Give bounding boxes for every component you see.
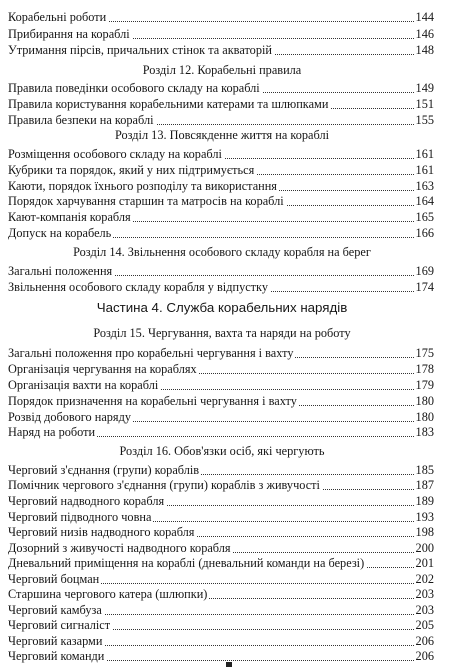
toc-entry-title: Розвід добового наряду xyxy=(8,410,131,424)
toc-entry-page: 198 xyxy=(415,525,434,539)
toc-entry-page: 175 xyxy=(415,346,434,360)
toc-entry-title: Черговий камбуза xyxy=(8,603,102,617)
toc-entry xyxy=(8,225,434,241)
toc-entry-page: 155 xyxy=(415,113,434,127)
toc-entry-title: Черговий боцман xyxy=(8,572,100,586)
section-heading: Розділ 12. Корабельні правила xyxy=(142,63,302,77)
toc-entry-title: Старшина чергового катера (шлюпки) xyxy=(8,587,208,601)
toc-entry-page: 151 xyxy=(415,97,434,111)
toc-entry xyxy=(8,571,434,587)
toc-entry-title: Черговий підводного човна xyxy=(8,510,152,524)
toc-entry-page: 165 xyxy=(415,210,434,224)
toc-entry-page: 149 xyxy=(415,81,434,95)
toc-entry xyxy=(8,424,434,440)
toc-entry xyxy=(8,345,434,361)
toc-entry-title: Загальні положення xyxy=(8,264,113,278)
toc-entry xyxy=(8,462,434,478)
toc-entry-page: 202 xyxy=(415,572,434,586)
toc-entry-title: Порядок харчування старшин та матросів на кораблі xyxy=(8,194,284,208)
toc-entry-page: 169 xyxy=(415,264,434,278)
toc-entry-page: 174 xyxy=(415,280,434,294)
toc-entry-title: Організація вахти на кораблі xyxy=(8,378,159,392)
toc-entry-title: Черговий з'єднання (групи) кораблів xyxy=(8,463,200,477)
toc-entry xyxy=(8,178,434,194)
toc-entry xyxy=(8,361,434,377)
section-heading: Розділ 16. Обов'язки осіб, які чергують xyxy=(119,444,325,458)
toc-entry xyxy=(8,193,434,209)
toc-entry xyxy=(8,80,434,96)
toc-entry xyxy=(8,540,434,556)
toc-entry xyxy=(8,509,434,525)
toc-entry-page: 193 xyxy=(415,510,434,524)
toc-entry-page: 180 xyxy=(415,410,434,424)
toc-entry xyxy=(8,524,434,540)
toc-entry xyxy=(8,162,434,178)
toc-entry-page: 183 xyxy=(415,425,434,439)
toc-entry-title: Допуск на корабель xyxy=(8,226,112,240)
part-heading: Частина 4. Служба корабельних нарядів xyxy=(96,300,348,315)
toc-entry xyxy=(8,96,434,112)
toc-entry-page: 205 xyxy=(415,618,434,632)
toc-entry xyxy=(8,9,434,25)
section-heading: Розділ 15. Чергування, вахта та наряди на роботу xyxy=(93,326,351,340)
toc-entry-title: Порядок призначення на корабельні чергування і вахту xyxy=(8,394,297,408)
toc-entry-title: Помічник чергового з'єднання (групи) кораблів з живучості xyxy=(8,478,320,492)
toc-entry-title: Кубрики та порядок, який у них підтримується xyxy=(8,163,255,177)
toc-entry xyxy=(8,112,434,128)
toc-entry-title: Утримання пірсів, причальних стінок та акваторій xyxy=(8,43,272,57)
toc-entry xyxy=(8,146,434,162)
toc-entry-title: Черговий надводного корабля xyxy=(8,494,165,508)
toc-entry-page: 179 xyxy=(415,378,434,392)
toc-entry-title: Черговий казарми xyxy=(8,634,103,648)
toc-entry xyxy=(8,586,434,602)
toc-entry-page: 206 xyxy=(415,649,434,663)
toc-entry-page: 203 xyxy=(415,603,434,617)
toc-entry-page: 161 xyxy=(415,147,434,161)
toc-entry xyxy=(8,263,434,279)
toc-entry-title: Правила користування корабельними катерами та шлюпками xyxy=(8,97,329,111)
toc-entry-title: Правила поведінки особового складу на кораблі xyxy=(8,81,260,95)
toc-entry-page: 201 xyxy=(415,556,434,570)
toc-entry-title: Кают-компанія корабля xyxy=(8,210,131,224)
toc-entry-page: 189 xyxy=(415,494,434,508)
toc-entry xyxy=(8,602,434,618)
toc-entry xyxy=(8,648,434,664)
toc-entry xyxy=(8,555,434,571)
toc-entry-title: Дневальний приміщення на кораблі (дневальний команди на березі) xyxy=(8,556,365,570)
toc-entry-page: 203 xyxy=(415,587,434,601)
toc-entry-page: 180 xyxy=(415,394,434,408)
toc-entry-title: Розміщення особового складу на кораблі xyxy=(8,147,222,161)
toc-entry xyxy=(8,477,434,493)
toc-entry-title: Корабельні роботи xyxy=(8,10,107,24)
toc-entry-page: 161 xyxy=(415,163,434,177)
toc-entry-title: Правила безпеки на кораблі xyxy=(8,113,154,127)
cut-off-glyph xyxy=(226,662,232,667)
toc-entry-page: 148 xyxy=(415,43,434,57)
toc-entry-page: 206 xyxy=(415,634,434,648)
toc-entry-page: 185 xyxy=(415,463,434,477)
toc-entry-title: Черговий команди xyxy=(8,649,105,663)
toc-entry xyxy=(8,209,434,225)
toc-entry xyxy=(8,42,434,58)
toc-entry-title: Загальні положення про корабельні чергування і вахту xyxy=(8,346,294,360)
toc-entry xyxy=(8,633,434,649)
toc-entry-title: Каюти, порядок їхнього розподілу та використання xyxy=(8,179,277,193)
toc-entry xyxy=(8,409,434,425)
toc-entry-page: 187 xyxy=(415,478,434,492)
toc-entry-title: Черговий сигналіст xyxy=(8,618,111,632)
toc-entry xyxy=(8,377,434,393)
toc-entry xyxy=(8,617,434,633)
toc-entry-page: 146 xyxy=(415,27,434,41)
toc-entry-page: 166 xyxy=(415,226,434,240)
toc-entry-page: 164 xyxy=(415,194,434,208)
toc-entry xyxy=(8,393,434,409)
toc-entry-page: 144 xyxy=(415,10,434,24)
toc-entry-title: Наряд на роботи xyxy=(8,425,96,439)
toc-entry-page: 163 xyxy=(415,179,434,193)
toc-entry xyxy=(8,279,434,295)
toc-entry-page: 200 xyxy=(415,541,434,555)
toc-entry xyxy=(8,26,434,42)
section-heading: Розділ 14. Звільнення особового складу корабля на берег xyxy=(73,245,371,259)
toc-entry-page: 178 xyxy=(415,362,434,376)
toc-entry-title: Звільнення особового складу корабля у відпустку xyxy=(8,280,268,294)
toc-entry-title: Дозорний з живучості надводного корабля xyxy=(8,541,231,555)
toc-entry-title: Організація чергування на кораблях xyxy=(8,362,197,376)
toc-entry xyxy=(8,493,434,509)
toc-entry-title: Черговий низів надводного корабля xyxy=(8,525,195,539)
toc-entry-title: Прибирання на кораблі xyxy=(8,27,130,41)
section-heading: Розділ 13. Повсякденне життя на кораблі xyxy=(114,128,330,142)
